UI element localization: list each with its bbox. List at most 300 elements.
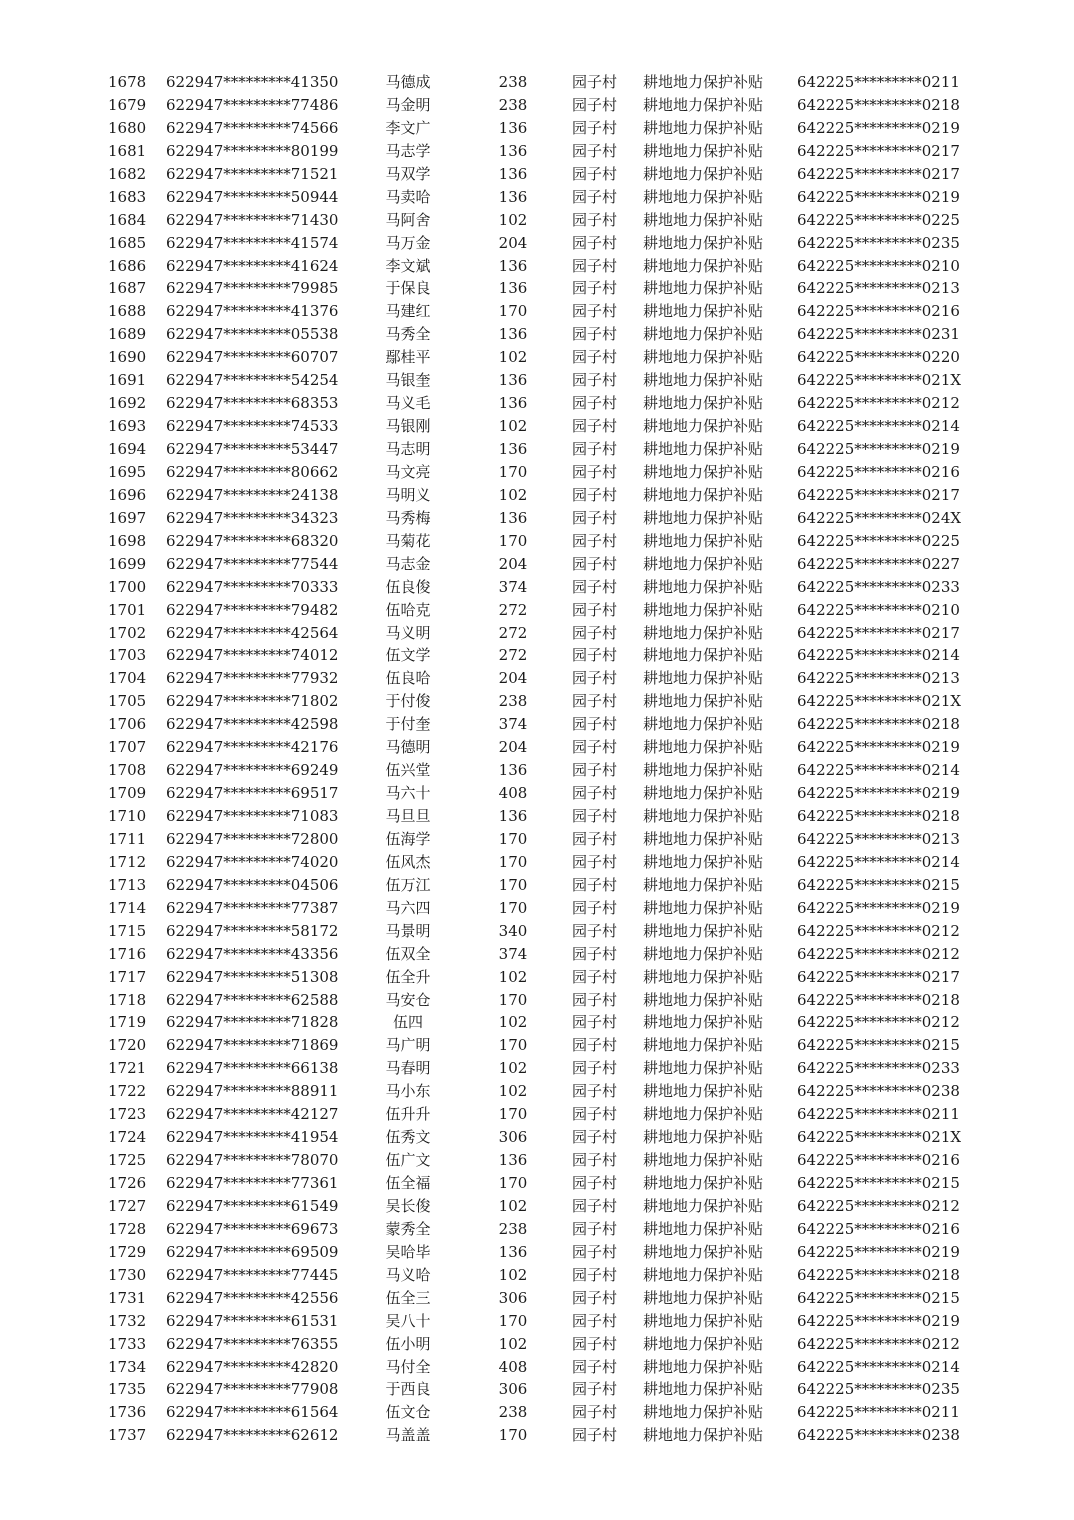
id-number-cell: 642225*********0215 (797, 1288, 960, 1307)
bank-card-cell: 622947*********69249 (166, 761, 339, 780)
subsidy-type-cell: 耕地地力保护补贴 (643, 1334, 764, 1353)
id-number-cell: 642225*********0227 (797, 554, 960, 573)
name-cell: 马盖盖 (385, 1426, 431, 1445)
id-number-cell: 642225*********0217 (797, 164, 960, 183)
bank-card-cell: 622947*********74533 (166, 417, 339, 436)
village-cell: 园子村 (572, 279, 618, 298)
name-cell: 伍海学 (385, 829, 431, 848)
subsidy-type-cell: 耕地地力保护补贴 (643, 531, 764, 550)
subsidy-type-cell: 耕地地力保护补贴 (643, 417, 764, 436)
bank-card-cell: 622947*********62588 (166, 990, 339, 1009)
table-row (0, 1287, 1074, 1310)
amount-cell: 170 (498, 829, 528, 848)
name-cell: 马景明 (385, 921, 431, 940)
bank-card-cell: 622947*********69517 (166, 784, 339, 803)
village-cell: 园子村 (572, 417, 618, 436)
amount-cell: 170 (498, 852, 528, 871)
subsidy-type-cell: 耕地地力保护补贴 (643, 1174, 764, 1192)
village-cell: 园子村 (572, 233, 618, 252)
table-row (0, 1401, 1074, 1424)
bank-card-cell: 622947*********42127 (166, 1105, 339, 1124)
table-row (0, 1103, 1074, 1126)
village-cell: 园子村 (572, 462, 618, 481)
bank-card-cell: 622947*********80662 (166, 462, 339, 481)
amount-cell: 374 (498, 944, 528, 963)
row-number-cell: 1705 (108, 692, 147, 711)
table-row (0, 461, 1074, 484)
subsidy-type-cell: 耕地地力保护补贴 (643, 875, 764, 894)
row-number-cell: 1698 (108, 531, 147, 550)
village-cell: 园子村 (572, 784, 618, 803)
row-number-cell: 1720 (108, 1036, 147, 1055)
table-row (0, 943, 1074, 966)
village-cell: 园子村 (572, 508, 618, 527)
row-number-cell: 1678 (108, 73, 147, 91)
bank-card-cell: 622947*********41574 (166, 233, 339, 252)
name-cell: 马银刚 (385, 417, 431, 436)
village-cell: 园子村 (572, 1334, 618, 1353)
row-number-cell: 1695 (108, 462, 147, 481)
amount-cell: 238 (498, 95, 528, 114)
id-number-cell: 642225*********0220 (797, 348, 960, 367)
id-number-cell: 642225*********0211 (797, 1105, 960, 1124)
bank-card-cell: 622947*********69509 (166, 1242, 339, 1261)
subsidy-type-cell: 耕地地力保护补贴 (643, 1288, 764, 1307)
amount-cell: 170 (498, 875, 528, 894)
table-row (0, 209, 1074, 232)
subsidy-type-cell: 耕地地力保护补贴 (643, 1128, 764, 1147)
bank-card-cell: 622947*********53447 (166, 440, 339, 458)
name-cell: 马义哈 (385, 1265, 431, 1284)
amount-cell: 204 (498, 738, 528, 757)
table-row (0, 163, 1074, 186)
row-number-cell: 1725 (108, 1151, 147, 1170)
subsidy-type-cell: 耕地地力保护补贴 (643, 95, 764, 114)
amount-cell: 374 (498, 715, 528, 734)
village-cell: 园子村 (572, 944, 618, 963)
bank-card-cell: 622947*********77387 (166, 898, 339, 917)
subsidy-type-cell: 耕地地力保护补贴 (643, 990, 764, 1009)
id-number-cell: 642225*********0231 (797, 325, 960, 344)
village-cell: 园子村 (572, 1128, 618, 1147)
amount-cell: 136 (498, 279, 528, 298)
amount-cell: 170 (498, 302, 528, 321)
name-cell: 马旦旦 (385, 807, 431, 825)
name-cell: 马六十 (385, 784, 431, 803)
village-cell: 园子村 (572, 967, 618, 986)
bank-card-cell: 622947*********60707 (166, 348, 339, 367)
id-number-cell: 642225*********0219 (797, 1242, 960, 1261)
amount-cell: 102 (498, 1082, 528, 1101)
row-number-cell: 1715 (108, 921, 147, 940)
bank-card-cell: 622947*********04506 (166, 875, 339, 894)
amount-cell: 136 (498, 394, 528, 413)
table-row (0, 1310, 1074, 1333)
table-row (0, 94, 1074, 117)
row-number-cell: 1692 (108, 394, 147, 413)
row-number-cell: 1697 (108, 508, 147, 527)
row-number-cell: 1693 (108, 417, 147, 436)
name-cell: 马建红 (385, 302, 431, 321)
village-cell: 园子村 (572, 325, 618, 344)
table-row (0, 713, 1074, 736)
row-number-cell: 1682 (108, 164, 147, 183)
name-cell: 马文亮 (385, 462, 431, 481)
amount-cell: 102 (498, 1013, 528, 1032)
id-number-cell: 642225*********0212 (797, 1196, 960, 1215)
id-number-cell: 642225*********0217 (797, 141, 960, 160)
id-number-cell: 642225*********0218 (797, 715, 960, 734)
table-row (0, 117, 1074, 140)
table-row (0, 1195, 1074, 1218)
row-number-cell: 1713 (108, 875, 147, 894)
name-cell: 马志学 (385, 141, 431, 160)
table-row (0, 1218, 1074, 1241)
name-cell: 马义毛 (385, 394, 431, 413)
row-number-cell: 1688 (108, 302, 147, 321)
name-cell: 马德成 (385, 73, 431, 91)
amount-cell: 204 (498, 554, 528, 573)
bank-card-cell: 622947*********34323 (166, 508, 339, 527)
name-cell: 马德明 (385, 738, 431, 757)
subsidy-type-cell: 耕地地力保护补贴 (643, 210, 764, 229)
id-number-cell: 642225*********0216 (797, 1151, 960, 1170)
id-number-cell: 642225*********0215 (797, 1174, 960, 1192)
village-cell: 园子村 (572, 1311, 618, 1330)
row-number-cell: 1716 (108, 944, 147, 963)
name-cell: 于西良 (385, 1380, 431, 1399)
id-number-cell: 642225*********0212 (797, 921, 960, 940)
bank-card-cell: 622947*********71083 (166, 807, 339, 825)
row-number-cell: 1718 (108, 990, 147, 1009)
bank-card-cell: 622947*********41350 (166, 73, 339, 91)
row-number-cell: 1701 (108, 600, 147, 619)
subsidy-type-cell: 耕地地力保护补贴 (643, 898, 764, 917)
amount-cell: 102 (498, 485, 528, 504)
bank-card-cell: 622947*********61531 (166, 1311, 339, 1330)
village-cell: 园子村 (572, 761, 618, 780)
name-cell: 于付俊 (385, 692, 431, 711)
name-cell: 伍广文 (385, 1151, 431, 1170)
name-cell: 伍小明 (385, 1334, 431, 1353)
name-cell: 马志金 (385, 554, 431, 573)
id-number-cell: 642225*********0238 (797, 1426, 960, 1445)
row-number-cell: 1706 (108, 715, 147, 734)
table-row (0, 392, 1074, 415)
row-number-cell: 1712 (108, 852, 147, 871)
village-cell: 园子村 (572, 1219, 618, 1238)
village-cell: 园子村 (572, 1036, 618, 1055)
id-number-cell: 642225*********0212 (797, 394, 960, 413)
bank-card-cell: 622947*********78070 (166, 1151, 339, 1170)
id-number-cell: 642225*********0212 (797, 944, 960, 963)
amount-cell: 272 (498, 600, 528, 619)
subsidy-type-cell: 耕地地力保护补贴 (643, 1105, 764, 1124)
amount-cell: 102 (498, 967, 528, 986)
id-number-cell: 642225*********0218 (797, 807, 960, 825)
subsidy-type-cell: 耕地地力保护补贴 (643, 738, 764, 757)
subsidy-type-cell: 耕地地力保护补贴 (643, 784, 764, 803)
table-row (0, 232, 1074, 255)
row-number-cell: 1687 (108, 279, 147, 298)
subsidy-type-cell: 耕地地力保护补贴 (643, 141, 764, 160)
subsidy-type-cell: 耕地地力保护补贴 (643, 462, 764, 481)
subsidy-type-cell: 耕地地力保护补贴 (643, 256, 764, 275)
village-cell: 园子村 (572, 1403, 618, 1422)
amount-cell: 136 (498, 440, 528, 458)
amount-cell: 170 (498, 1105, 528, 1124)
subsidy-type-cell: 耕地地力保护补贴 (643, 1082, 764, 1101)
id-number-cell: 642225*********0218 (797, 990, 960, 1009)
bank-card-cell: 622947*********77361 (166, 1174, 339, 1192)
name-cell: 伍双全 (385, 944, 431, 963)
village-cell: 园子村 (572, 485, 618, 504)
row-number-cell: 1727 (108, 1196, 147, 1215)
row-number-cell: 1714 (108, 898, 147, 917)
bank-card-cell: 622947*********70333 (166, 577, 339, 596)
table-row (0, 989, 1074, 1012)
amount-cell: 170 (498, 1311, 528, 1330)
amount-cell: 272 (498, 646, 528, 665)
row-number-cell: 1699 (108, 554, 147, 573)
id-number-cell: 642225*********0214 (797, 761, 960, 780)
row-number-cell: 1686 (108, 256, 147, 275)
table-row (0, 966, 1074, 989)
id-number-cell: 642225*********0214 (797, 1357, 960, 1376)
village-cell: 园子村 (572, 623, 618, 642)
subsidy-type-cell: 耕地地力保护补贴 (643, 1219, 764, 1238)
name-cell: 伍全升 (385, 967, 431, 986)
name-cell: 伍良俊 (385, 577, 431, 596)
id-number-cell: 642225*********0212 (797, 1334, 960, 1353)
bank-card-cell: 622947*********77908 (166, 1380, 339, 1399)
row-number-cell: 1733 (108, 1334, 147, 1353)
table-row (0, 140, 1074, 163)
subsidy-type-cell: 耕地地力保护补贴 (643, 807, 764, 825)
table-row (0, 851, 1074, 874)
amount-cell: 170 (498, 1036, 528, 1055)
id-number-cell: 642225*********0213 (797, 279, 960, 298)
row-number-cell: 1689 (108, 325, 147, 344)
village-cell: 园子村 (572, 440, 618, 458)
name-cell: 伍文仓 (385, 1403, 431, 1422)
table-row (0, 644, 1074, 667)
table-row (0, 507, 1074, 530)
row-number-cell: 1700 (108, 577, 147, 596)
village-cell: 园子村 (572, 875, 618, 894)
id-number-cell: 642225*********0214 (797, 852, 960, 871)
table-row (0, 438, 1074, 461)
id-number-cell: 642225*********0214 (797, 417, 960, 436)
id-number-cell: 642225*********0217 (797, 485, 960, 504)
bank-card-cell: 622947*********74012 (166, 646, 339, 665)
bank-card-cell: 622947*********74566 (166, 118, 339, 137)
subsidy-type-cell: 耕地地力保护补贴 (643, 1036, 764, 1055)
table-row (0, 323, 1074, 346)
subsidy-type-cell: 耕地地力保护补贴 (643, 623, 764, 642)
table-row (0, 1080, 1074, 1103)
row-number-cell: 1694 (108, 440, 147, 458)
amount-cell: 136 (498, 118, 528, 137)
table-row (0, 736, 1074, 759)
amount-cell: 102 (498, 1334, 528, 1353)
name-cell: 伍全三 (385, 1288, 431, 1307)
table-row (0, 576, 1074, 599)
subsidy-type-cell: 耕地地力保护补贴 (643, 302, 764, 321)
bank-card-cell: 622947*********71869 (166, 1036, 339, 1055)
amount-cell: 306 (498, 1380, 528, 1399)
village-cell: 园子村 (572, 577, 618, 596)
name-cell: 伍风杰 (385, 852, 431, 871)
subsidy-type-cell: 耕地地力保护补贴 (643, 692, 764, 711)
subsidy-type-cell: 耕地地力保护补贴 (643, 921, 764, 940)
id-number-cell: 642225*********0218 (797, 95, 960, 114)
bank-card-cell: 622947*********62612 (166, 1426, 339, 1445)
amount-cell: 136 (498, 256, 528, 275)
id-number-cell: 642225*********021X (797, 371, 962, 390)
table-row (0, 1034, 1074, 1057)
village-cell: 园子村 (572, 1082, 618, 1101)
table-row (0, 874, 1074, 897)
subsidy-type-cell: 耕地地力保护补贴 (643, 1242, 764, 1261)
row-number-cell: 1707 (108, 738, 147, 757)
subsidy-type-cell: 耕地地力保护补贴 (643, 440, 764, 458)
row-number-cell: 1723 (108, 1105, 147, 1124)
id-number-cell: 642225*********0219 (797, 118, 960, 137)
bank-card-cell: 622947*********79985 (166, 279, 339, 298)
village-cell: 园子村 (572, 921, 618, 940)
amount-cell: 170 (498, 1426, 528, 1445)
name-cell: 伍升升 (385, 1105, 431, 1124)
name-cell: 伍万江 (385, 875, 431, 894)
row-number-cell: 1684 (108, 210, 147, 229)
name-cell: 马金明 (385, 95, 431, 114)
subsidy-type-cell: 耕地地力保护补贴 (643, 508, 764, 527)
name-cell: 伍全福 (385, 1174, 431, 1192)
row-number-cell: 1680 (108, 118, 147, 137)
bank-card-cell: 622947*********42564 (166, 623, 339, 642)
table-row (0, 897, 1074, 920)
village-cell: 园子村 (572, 348, 618, 367)
row-number-cell: 1721 (108, 1059, 147, 1078)
id-number-cell: 642225*********0210 (797, 600, 960, 619)
table-row (0, 599, 1074, 622)
village-cell: 园子村 (572, 990, 618, 1009)
amount-cell: 136 (498, 187, 528, 206)
name-cell: 吴长俊 (385, 1196, 431, 1215)
amount-cell: 272 (498, 623, 528, 642)
name-cell: 马秀全 (385, 325, 431, 344)
row-number-cell: 1708 (108, 761, 147, 780)
row-number-cell: 1703 (108, 646, 147, 665)
village-cell: 园子村 (572, 1288, 618, 1307)
row-number-cell: 1710 (108, 807, 147, 825)
name-cell: 马双学 (385, 164, 431, 183)
table-row (0, 553, 1074, 576)
table-row (0, 277, 1074, 300)
bank-card-cell: 622947*********42556 (166, 1288, 339, 1307)
name-cell: 蒙秀全 (385, 1219, 431, 1238)
amount-cell: 170 (498, 531, 528, 550)
bank-card-cell: 622947*********54254 (166, 371, 339, 390)
row-number-cell: 1709 (108, 784, 147, 803)
bank-card-cell: 622947*********71828 (166, 1013, 339, 1032)
amount-cell: 408 (498, 1357, 528, 1376)
subsidy-type-cell: 耕地地力保护补贴 (643, 485, 764, 504)
table-row (0, 1264, 1074, 1287)
village-cell: 园子村 (572, 1357, 618, 1376)
subsidy-type-cell: 耕地地力保护补贴 (643, 852, 764, 871)
amount-cell: 374 (498, 577, 528, 596)
bank-card-cell: 622947*********71521 (166, 164, 339, 183)
subsidy-type-cell: 耕地地力保护补贴 (643, 829, 764, 848)
subsidy-type-cell: 耕地地力保护补贴 (643, 1426, 764, 1445)
amount-cell: 102 (498, 1059, 528, 1078)
table-row (0, 1126, 1074, 1149)
bank-card-cell: 622947*********77445 (166, 1265, 339, 1284)
table-row (0, 1149, 1074, 1172)
amount-cell: 170 (498, 990, 528, 1009)
name-cell: 马小东 (385, 1082, 431, 1101)
table-row (0, 805, 1074, 828)
amount-cell: 204 (498, 233, 528, 252)
village-cell: 园子村 (572, 807, 618, 825)
name-cell: 伍哈克 (385, 600, 431, 619)
subsidy-type-cell: 耕地地力保护补贴 (643, 1265, 764, 1284)
village-cell: 园子村 (572, 669, 618, 688)
table-row (0, 1011, 1074, 1034)
table-row (0, 690, 1074, 713)
row-number-cell: 1683 (108, 187, 147, 206)
name-cell: 伍兴堂 (385, 761, 431, 780)
village-cell: 园子村 (572, 1426, 618, 1445)
village-cell: 园子村 (572, 852, 618, 871)
subsidy-type-cell: 耕地地力保护补贴 (643, 118, 764, 137)
name-cell: 吴八十 (385, 1311, 431, 1330)
id-number-cell: 642225*********0233 (797, 577, 960, 596)
name-cell: 马秀梅 (385, 508, 431, 527)
name-cell: 吴哈毕 (385, 1242, 431, 1261)
row-number-cell: 1679 (108, 95, 147, 114)
bank-card-cell: 622947*********80199 (166, 141, 339, 160)
bank-card-cell: 622947*********71430 (166, 210, 339, 229)
name-cell: 鄢桂平 (385, 348, 431, 367)
name-cell: 伍文学 (385, 646, 431, 665)
amount-cell: 136 (498, 371, 528, 390)
subsidy-type-cell: 耕地地力保护补贴 (643, 967, 764, 986)
id-number-cell: 642225*********0219 (797, 440, 960, 458)
id-number-cell: 642225*********0217 (797, 967, 960, 986)
bank-card-cell: 622947*********42176 (166, 738, 339, 757)
amount-cell: 238 (498, 692, 528, 711)
village-cell: 园子村 (572, 1242, 618, 1261)
name-cell: 伍良哈 (385, 669, 431, 688)
id-number-cell: 642225*********0225 (797, 210, 960, 229)
id-number-cell: 642225*********0235 (797, 233, 960, 252)
subsidy-type-cell: 耕地地力保护补贴 (643, 325, 764, 344)
subsidy-type-cell: 耕地地力保护补贴 (643, 944, 764, 963)
row-number-cell: 1696 (108, 485, 147, 504)
name-cell: 伍秀文 (385, 1128, 431, 1147)
amount-cell: 136 (498, 508, 528, 527)
table-row (0, 667, 1074, 690)
village-cell: 园子村 (572, 1174, 618, 1192)
id-number-cell: 642225*********0215 (797, 1036, 960, 1055)
village-cell: 园子村 (572, 692, 618, 711)
id-number-cell: 642225*********0216 (797, 462, 960, 481)
amount-cell: 238 (498, 1403, 528, 1422)
name-cell: 于保良 (385, 279, 431, 298)
